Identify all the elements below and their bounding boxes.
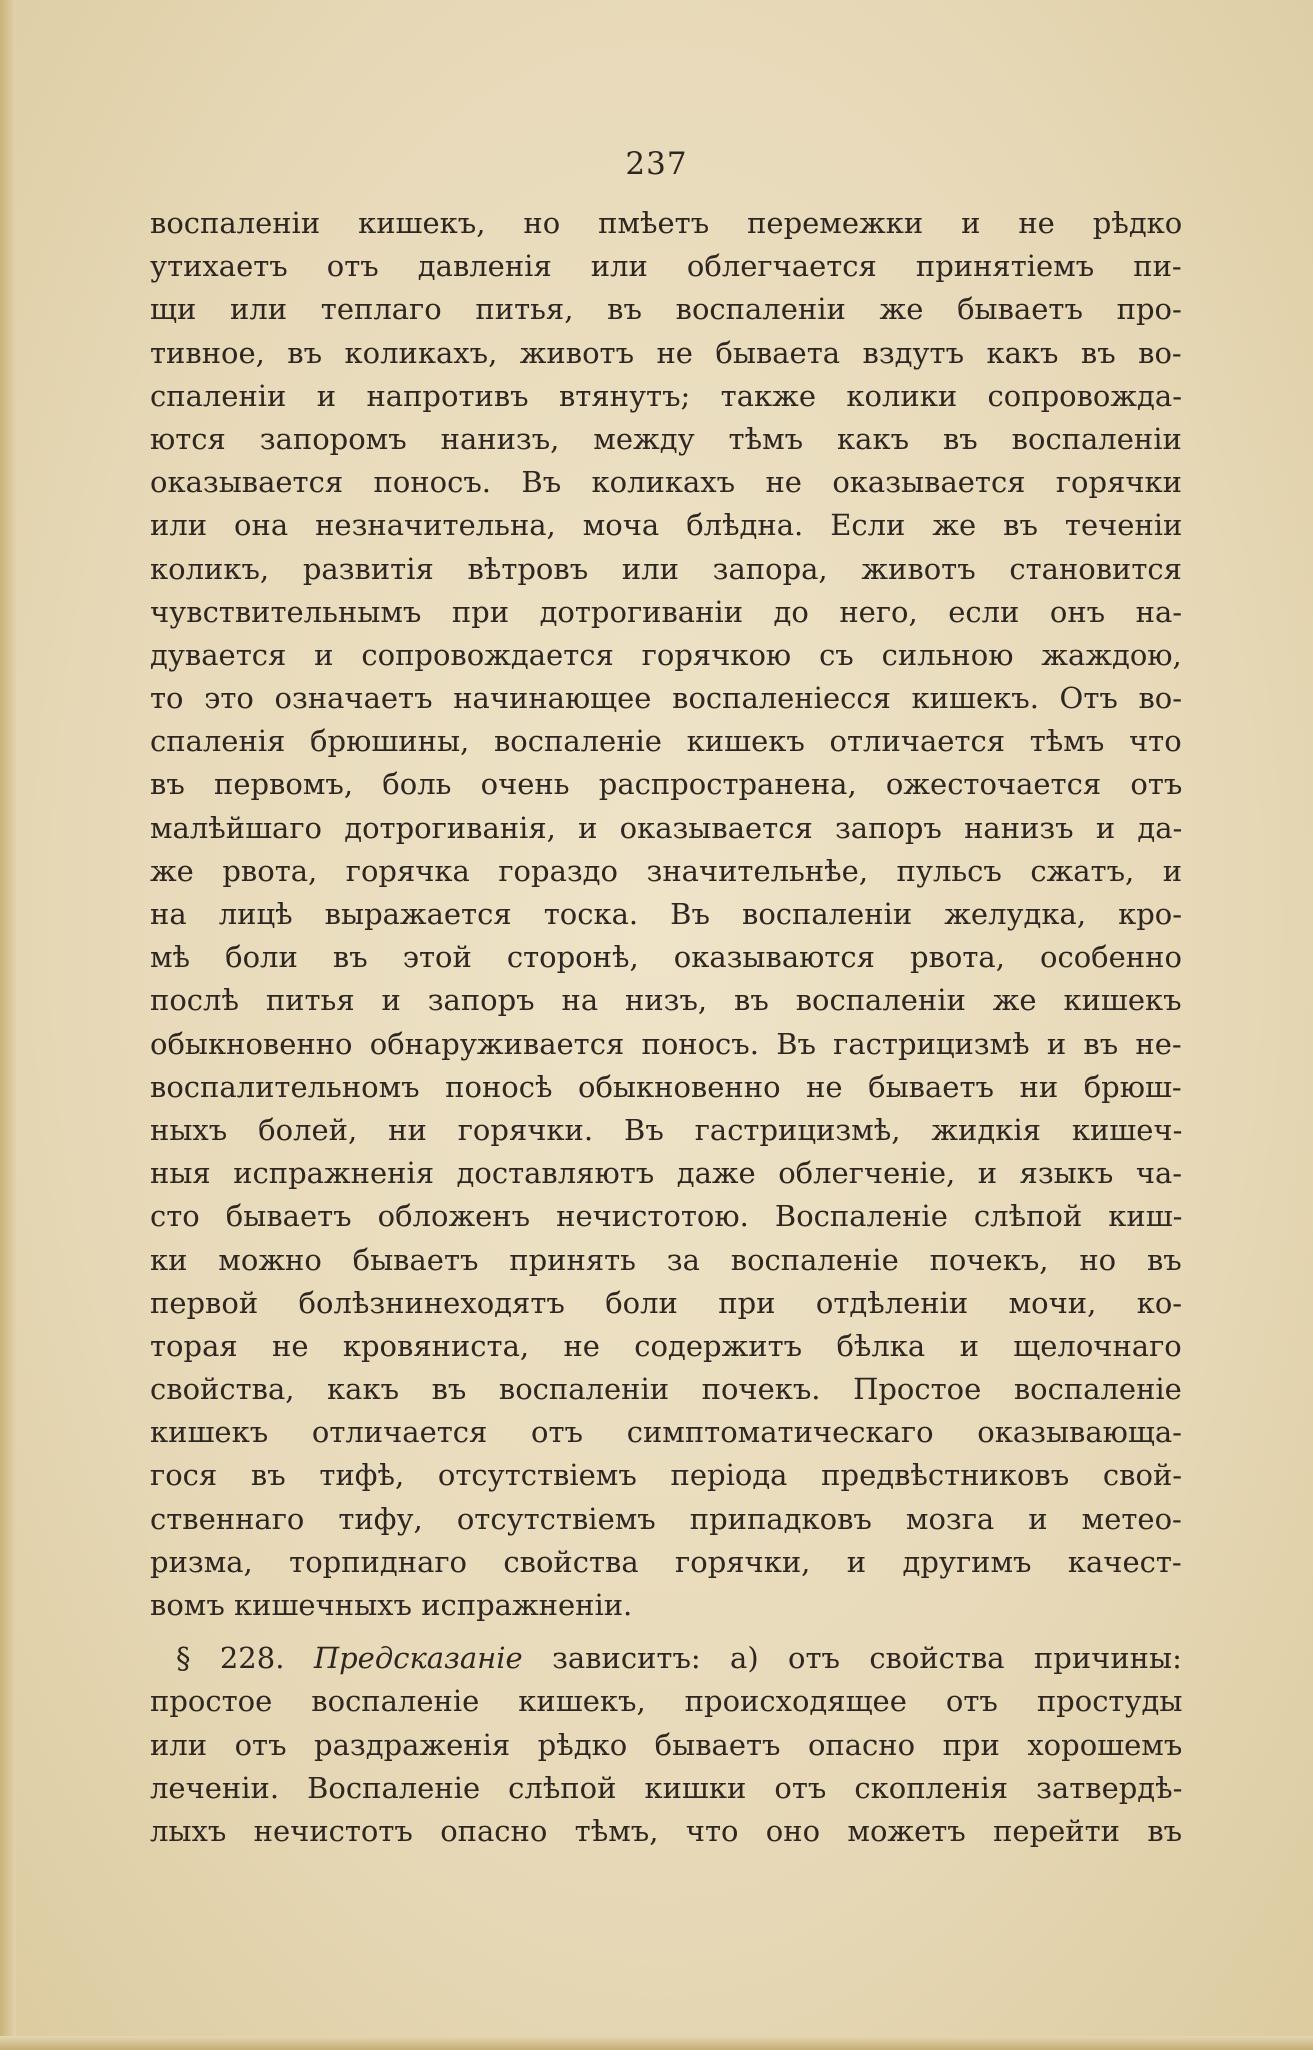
text-line: въ первомъ, боль очень распространена, ожесточается отъ bbox=[150, 767, 1183, 802]
text-line: сто бываетъ обложенъ нечистотою. Воспаленіе слѣпой киш- bbox=[150, 1199, 1183, 1234]
text-line: кишекъ отличается отъ симптоматическаго оказывающа- bbox=[150, 1415, 1182, 1450]
text-line: же рвота, горячка гораздо значительнѣе, пульсъ сжатъ, и bbox=[150, 853, 1183, 888]
text-line: тивное, въ коликахъ, животъ не бываета вздутъ какъ въ во- bbox=[150, 335, 1182, 370]
text-line: воспаленіи кишекъ, но пмѣетъ перемежки и не рѣдко bbox=[150, 206, 1183, 240]
text-line: щи или теплаго питья, въ воспаленіи же бываетъ про- bbox=[150, 292, 1182, 327]
text-line: на лицѣ выражается тоска. Въ воспаленіи желудка, кро- bbox=[150, 897, 1183, 931]
section-number: § 228. bbox=[176, 1641, 285, 1676]
text-line: оказывается поносъ. Въ коликахъ не оказывается горячки bbox=[150, 465, 1183, 500]
paragraph-gap bbox=[150, 1627, 1182, 1637]
page-left-edge bbox=[0, 0, 16, 2050]
text-line: торая не кровяниста, не содержитъ бѣлка и щелочнаго bbox=[150, 1328, 1182, 1363]
text-line: спаленіи и напротивъ втянутъ; также колики сопровожда- bbox=[150, 378, 1183, 413]
text-line: утихаетъ отъ давленія или облегчается принятіемъ пи- bbox=[150, 249, 1182, 284]
text-line: простое воспаленіе кишекъ, происходящее отъ простуды bbox=[150, 1684, 1183, 1719]
section-heading: Предсказаніе bbox=[313, 1641, 523, 1676]
text-line: малѣйшаго дотрогиванія, и оказывается запоръ нанизъ и да- bbox=[150, 810, 1183, 845]
text-line: ныя испражненія доставляютъ даже облегченіе, и языкъ ча- bbox=[150, 1156, 1183, 1191]
text-line: леченіи. Воспаленіе слѣпой кишки отъ скопленія затвердѣ- bbox=[150, 1770, 1183, 1805]
section-first-line bbox=[150, 1637, 1182, 1680]
text-line: спаленія брюшины, воспаленіе кишекъ отличается тѣмъ что bbox=[150, 724, 1182, 759]
text-line: вомъ кишечныхъ испражненіи. bbox=[150, 1588, 633, 1622]
text-line: ственнаго тифу, отсутствіемъ припадковъ мозга и метео- bbox=[150, 1501, 1182, 1536]
section-first-line-rest: зависитъ: а) отъ свойства причины: bbox=[552, 1641, 1182, 1676]
text-line: ются запоромъ нанизъ, между тѣмъ какъ въ воспаленіи bbox=[150, 421, 1182, 456]
text-line: то это означаетъ начинающее воспаленіесся кишекъ. Отъ во- bbox=[150, 681, 1183, 716]
text-line: или отъ раздраженія рѣдко бываетъ опасно при хорошемъ bbox=[150, 1727, 1183, 1762]
page-number: 237 bbox=[625, 146, 688, 182]
text-line: мѣ боли въ этой сторонѣ, оказываются рвота, особенно bbox=[150, 940, 1182, 975]
text-line: послѣ питья и запоръ на низъ, въ воспаленіи же кишекъ bbox=[150, 983, 1182, 1018]
text-line: коликъ, развитія вѣтровъ или запора, животъ становится bbox=[150, 551, 1182, 586]
text-line: лыхъ нечистотъ опасно тѣмъ, что оно можетъ перейти въ bbox=[150, 1813, 1183, 1848]
text-line: воспалительномъ поносѣ обыкновенно не бываетъ ни брюш- bbox=[150, 1069, 1182, 1104]
text-line: ки можно бываетъ принять за воспаленіе почекъ, но въ bbox=[150, 1242, 1182, 1277]
text-line: первой болѣзнинеходятъ боли при отдѣленіи мочи, ко- bbox=[150, 1285, 1183, 1320]
text-line: обыкновенно обнаруживается поносъ. Въ гастрицизмѣ и въ не- bbox=[150, 1026, 1182, 1061]
text-line: ризма, торпиднаго свойства горячки, и другимъ качест- bbox=[150, 1544, 1182, 1579]
text-line: чувствительнымъ при дотрогиваніи до него, если онъ на- bbox=[150, 594, 1183, 629]
text-line: ныхъ болей, ни горячки. Въ гастрицизмѣ, жидкія кишеч- bbox=[150, 1112, 1183, 1147]
text-line: или она незначительна, моча блѣдна. Если же въ теченіи bbox=[150, 508, 1183, 543]
main-text bbox=[150, 202, 1182, 1853]
page-bottom-edge bbox=[0, 2036, 1313, 2050]
text-line: свойства, какъ въ воспаленіи почекъ. Простое воспаленіе bbox=[150, 1372, 1182, 1407]
text-line: гося въ тифѣ, отсутствіемъ періода предвѣстниковъ свой- bbox=[150, 1458, 1183, 1493]
text-line: дувается и сопровождается горячкою съ сильною жаждою, bbox=[150, 637, 1182, 672]
